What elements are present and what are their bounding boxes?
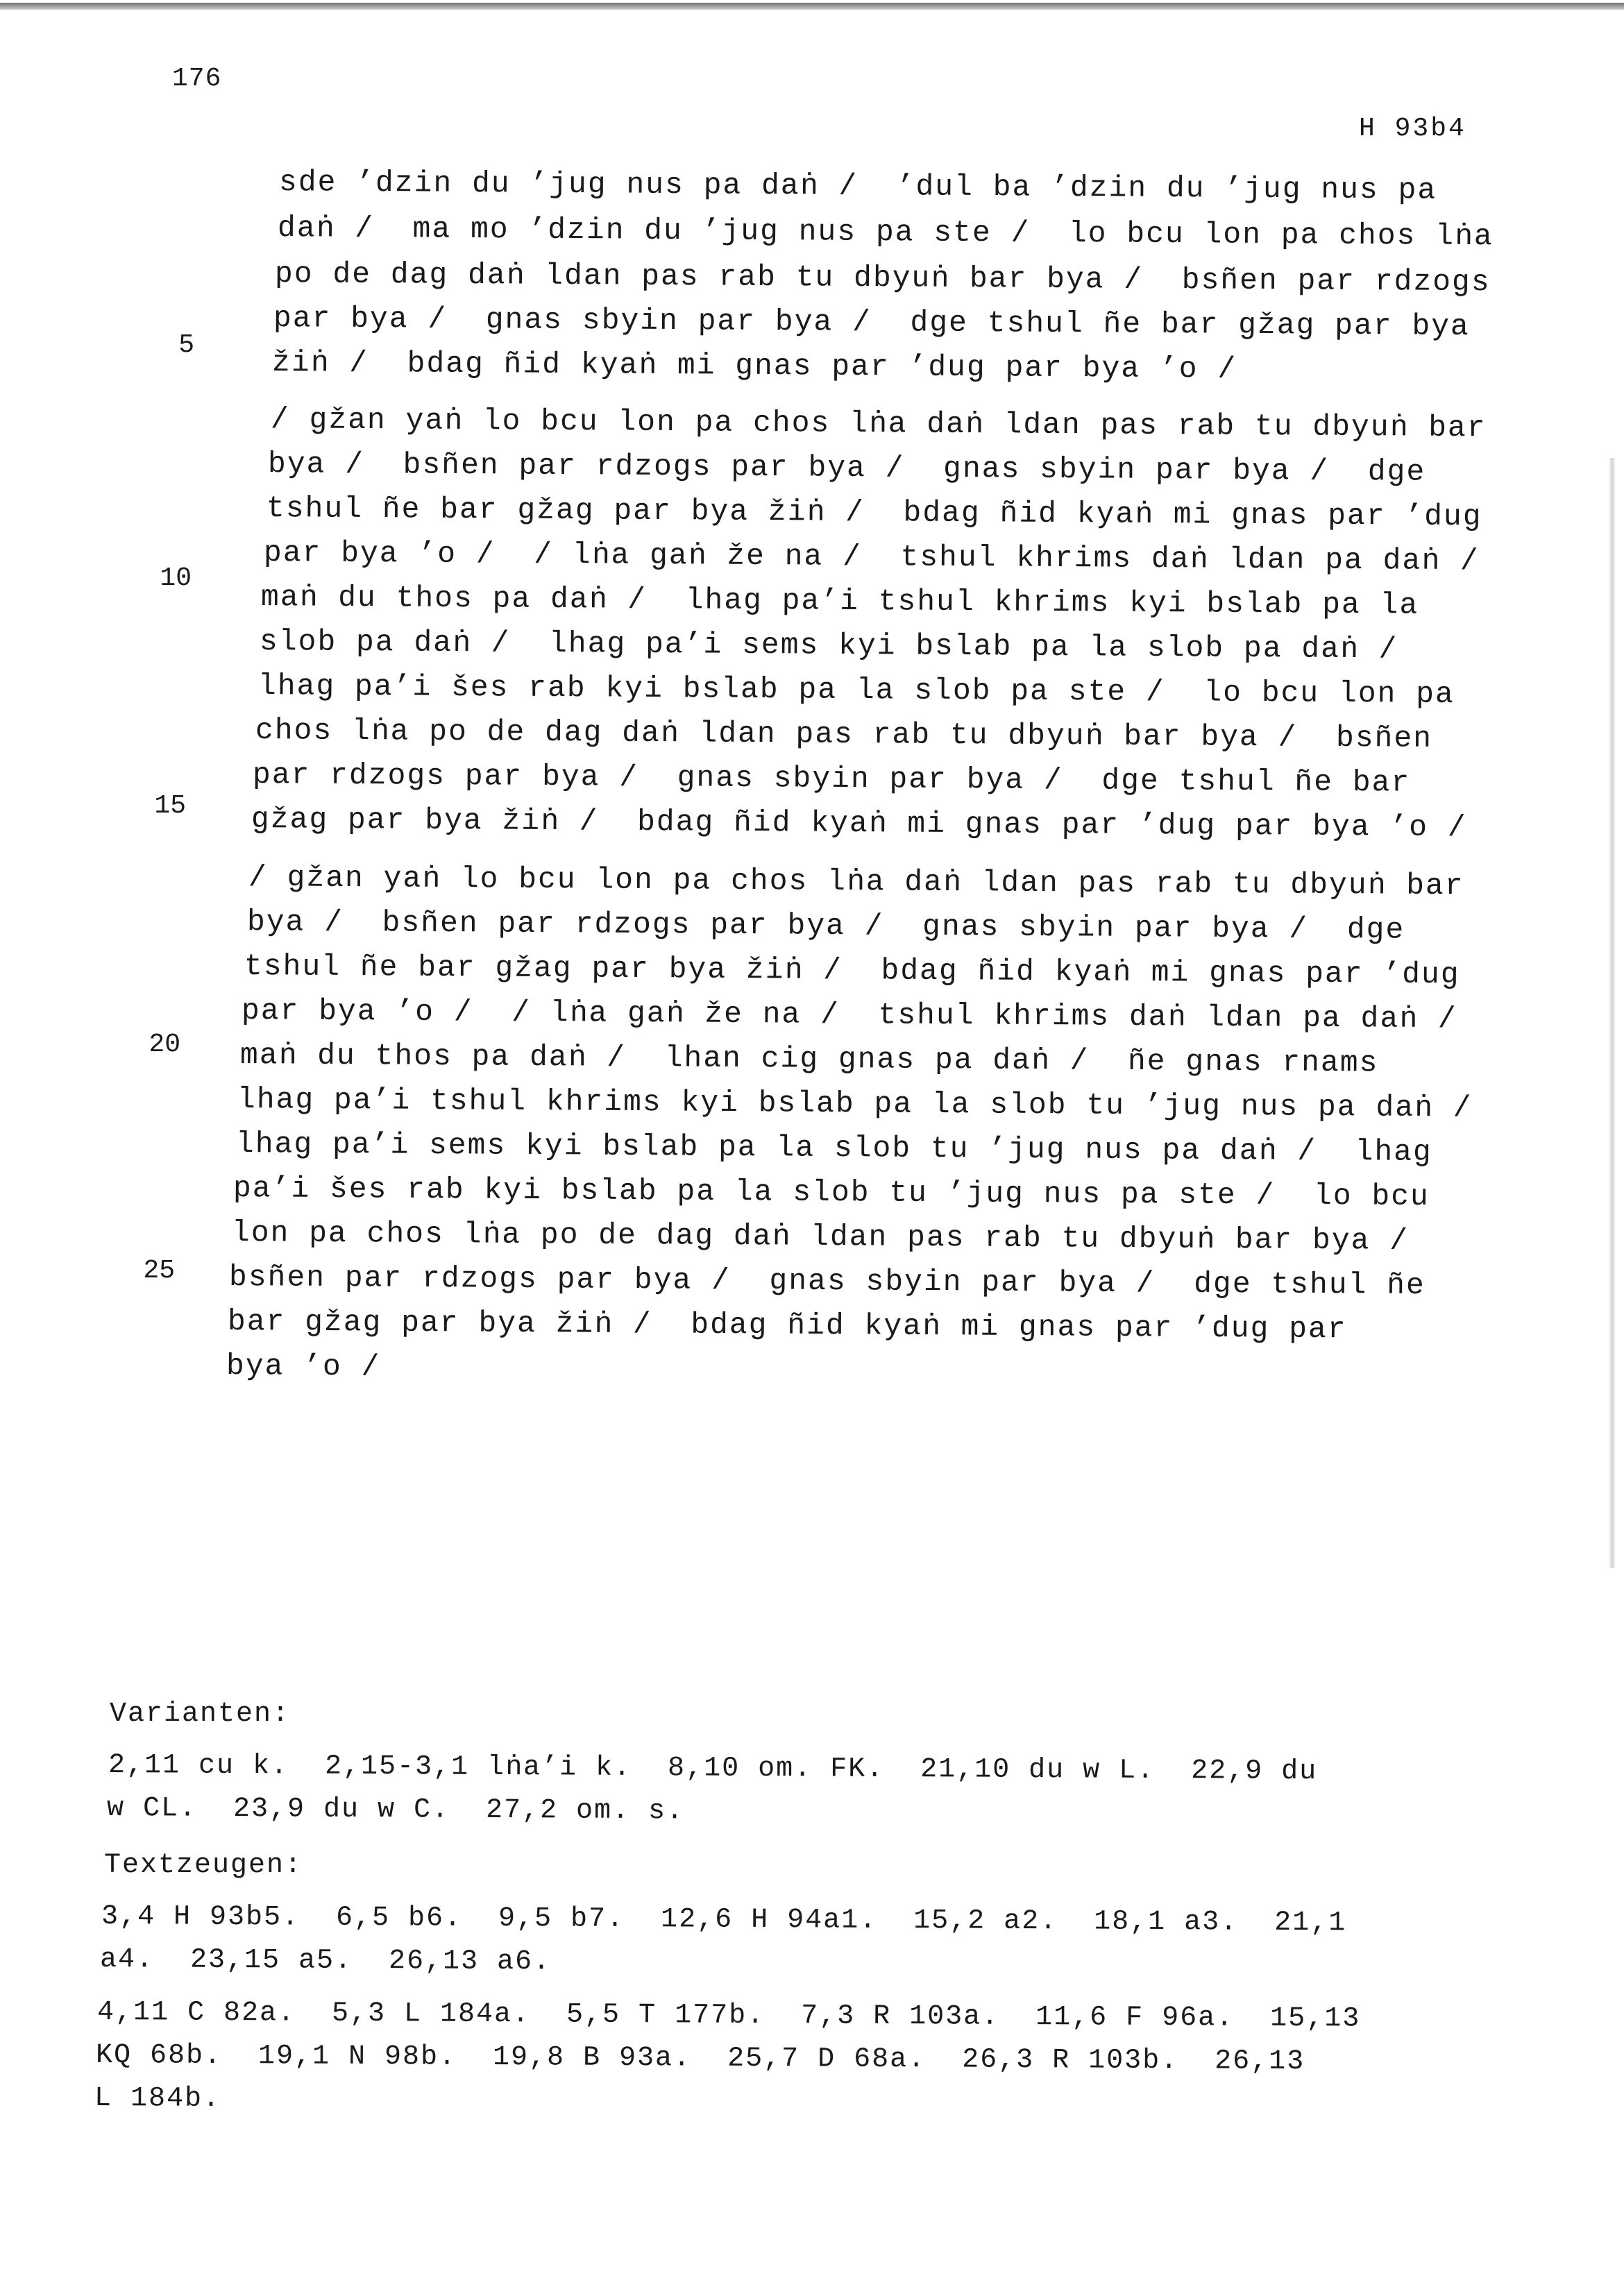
witness-note-line: 3,4 H 93b5. 6,5 b6. 9,5 b7. 12,6 H 94a1. 15,2 a2. 18,1 a3. 21,1 <box>101 1901 1347 1939</box>
text-line: bya / bsñen par rdzogs par bya / gnas sbyin par bya / dge <box>267 447 1426 489</box>
text-line: pa’i šes rab kyi bslab pa la slob tu ’jug nus pa ste / lo bcu <box>232 1171 1430 1214</box>
text-line: lhag pa’i šes rab kyi bslab pa la slob pa ste / lo bcu lon pa <box>257 669 1455 712</box>
textzeugen-heading: Textzeugen: <box>104 1850 303 1881</box>
witness-note-line: L 184b. <box>94 2083 221 2115</box>
text-line: bsñen par rdzogs par bya / gnas sbyin par bya / dge tshul ñe <box>228 1260 1426 1303</box>
text-line: bar gžag par bya žiṅ / bdag ñid kyaṅ mi gnas par ’dug par <box>227 1304 1347 1347</box>
text-line: bya ’o / <box>226 1349 381 1384</box>
text-line: tshul ñe bar gžag par bya žiṅ / bdag ñid kyaṅ mi gnas par ’dug <box>266 491 1482 534</box>
text-line: daṅ / ma mo ’dzin du ’jug nus pa ste / lo bcu lon pa chos lṅa <box>277 211 1494 254</box>
text-line: bya / bsñen par rdzogs par bya / gnas sbyin par bya / dge <box>246 905 1405 947</box>
text-line: maṅ du thos pa daṅ / lhan cig gnas pa daṅ / ñe gnas rnams <box>239 1038 1379 1080</box>
line-number: 20 <box>149 1030 180 1060</box>
line-number: 25 <box>143 1256 175 1286</box>
variant-note-line: 2,11 cu k. 2,15-3,1 lṅa’i k. 8,10 om. FK. 21,10 du w L. 22,9 du <box>108 1750 1318 1788</box>
line-number: 10 <box>160 563 192 593</box>
text-line: / gžan yaṅ lo bcu lon pa chos lṅa daṅ ldan pas rab tu dbyuṅ bar <box>270 402 1487 445</box>
text-line: maṅ du thos pa daṅ / lhag pa’i tshul khrims kyi bslab pa la <box>260 580 1419 622</box>
text-line: / gžan yaṅ lo bcu lon pa chos lṅa daṅ ldan pas rab tu dbyuṅ bar <box>248 860 1464 903</box>
text-line: lon pa chos lṅa po de dag daṅ ldan pas rab tu dbyuṅ bar bya / <box>231 1216 1410 1258</box>
text-line: po de dag daṅ ldan pas rab tu dbyuṅ bar bya / bsñen par rdzogs <box>274 257 1491 300</box>
text-line: tshul ñe bar gžag par bya žiṅ / bdag ñid kyaṅ mi gnas par ’dug <box>244 949 1460 992</box>
text-line: žiṅ / bdag ñid kyaṅ mi gnas par ’dug par bya ’o / <box>271 346 1237 386</box>
text-line: par bya ’o / / lṅa gaṅ že na / tshul khrims daṅ ldan pa daṅ / <box>241 994 1457 1037</box>
text-line: lhag pa’i sems kyi bslab pa la slob tu ’jug nus pa daṅ / lhag <box>235 1127 1433 1170</box>
text-line: slob pa daṅ / lhag pa’i sems kyi bslab pa la slob pa daṅ / <box>259 624 1398 667</box>
variant-note-line: w CL. 23,9 du w C. 27,2 om. s. <box>106 1793 685 1828</box>
line-number: 5 <box>178 330 194 360</box>
witness-note-line: KQ 68b. 19,1 N 98b. 19,8 B 93a. 25,7 D 68a. 26,3 R 103b. 26,13 <box>95 2040 1305 2078</box>
witness-note-line: 4,11 C 82a. 5,3 L 184a. 5,5 T 177b. 7,3 R 103a. 11,6 F 96a. 15,13 <box>96 1997 1361 2035</box>
top-edge-rule <box>0 3 1624 10</box>
text-line: gžag par bya žiṅ / bdag ñid kyaṅ mi gnas par ’dug par bya ’o / <box>251 802 1467 845</box>
text-line: chos lṅa po de dag daṅ ldan pas rab tu dbyuṅ bar bya / bsñen <box>255 713 1433 756</box>
varianten-heading: Varianten: <box>110 1699 291 1730</box>
line-number: 15 <box>154 791 186 821</box>
text-line: par rdzogs par bya / gnas sbyin par bya / dge tshul ñe bar <box>252 758 1411 800</box>
page-edge-shadow <box>1609 458 1616 1568</box>
text-line: par bya / gnas sbyin par bya / dge tshul ñe bar gžag par bya <box>273 301 1471 344</box>
text-line: sde ’dzin du ’jug nus pa daṅ / ’dul ba ’dzin du ’jug nus pa <box>278 165 1437 207</box>
page-number: 176 <box>172 64 222 94</box>
text-line: par bya ’o / / lṅa gaṅ že na / tshul khrims daṅ ldan pa daṅ / <box>263 536 1480 579</box>
folio-reference: H 93b4 <box>1359 114 1466 144</box>
text-line: lhag pa’i tshul khrims kyi bslab pa la slob tu ’jug nus pa daṅ / <box>237 1082 1473 1125</box>
witness-note-line: a4. 23,15 a5. 26,13 a6. <box>99 1944 552 1978</box>
